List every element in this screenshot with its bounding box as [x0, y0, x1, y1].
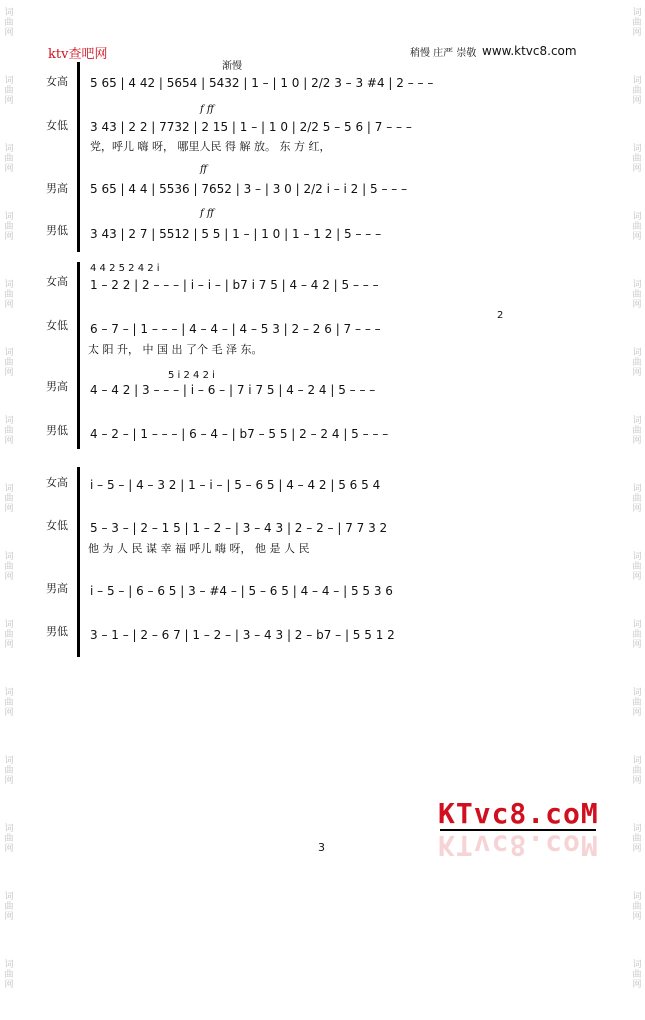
site-logo: KTvc8.coM	[438, 797, 599, 830]
watermark-glyph: 曲	[4, 766, 14, 776]
notation-row: 5 65 | 4 42 | 5654 | 5432 | 1 – | 1 0 | 2/2 3 – 3 #4 | 2 – – –	[90, 76, 434, 90]
watermark-glyph: 网	[4, 96, 14, 106]
watermark-glyph-group	[2, 680, 16, 748]
watermark-glyph: 网	[632, 504, 642, 514]
tempo-note: 稍慢 庄严 崇敬	[410, 48, 477, 59]
watermark-glyph: 网	[632, 164, 642, 174]
watermark-glyph: 网	[4, 368, 14, 378]
watermark-glyph: 网	[632, 640, 642, 650]
watermark-glyph-group	[2, 340, 16, 408]
voice-label: 男低	[46, 224, 68, 237]
page-number: 3	[318, 841, 325, 854]
site-logo-reflection: KTvc8.coM	[438, 829, 599, 862]
watermark-glyph: 网	[632, 28, 642, 38]
section-3-brace	[77, 467, 80, 657]
watermark-glyph: 曲	[4, 154, 14, 164]
watermark-glyph: 词	[632, 76, 642, 86]
voice-label: 女高	[46, 476, 68, 489]
watermark-glyph: 网	[632, 776, 642, 786]
watermark-glyph: 曲	[632, 358, 642, 368]
watermark-glyph: 词	[632, 280, 642, 290]
section-1-brace	[77, 62, 80, 252]
watermark-glyph: 网	[4, 572, 14, 582]
watermark-glyph: 曲	[632, 426, 642, 436]
watermark-glyph: 曲	[4, 494, 14, 504]
notation-row: 4 – 4 2 | 3 – – – | i – 6 – | 7 i 7 5 | 4 – 2 4 | 5 – – –	[90, 383, 376, 397]
watermark-glyph-group	[630, 612, 644, 680]
notation-row: 3 43 | 2 2 | 7732 | 2 15 | 1 – | 1 0 | 2/2 5 – 5 6 | 7 – – –	[90, 120, 412, 134]
voice-label: 女低	[46, 119, 68, 132]
watermark-glyph: 曲	[4, 630, 14, 640]
watermark-glyph: 词	[4, 620, 14, 630]
watermark-glyph: 网	[632, 572, 642, 582]
watermark-glyph: 网	[4, 504, 14, 514]
voice-label: 女高	[46, 75, 68, 88]
watermark-glyph: 曲	[632, 494, 642, 504]
upper-notes: 4 4 2 5 2 4 2 i	[90, 263, 160, 274]
watermark-glyph: 词	[4, 892, 14, 902]
watermark-glyph-group	[630, 816, 644, 884]
watermark-glyph: 网	[4, 164, 14, 174]
watermark-glyph: 曲	[4, 902, 14, 912]
watermark-glyph-group	[630, 68, 644, 136]
watermark-glyph: 网	[4, 844, 14, 854]
watermark-glyph: 曲	[4, 290, 14, 300]
lyrics-line: 他 为 人 民 谋 幸 福 呼儿 嗨 呀， 他 是 人 民	[88, 542, 310, 555]
watermark-glyph: 词	[4, 552, 14, 562]
watermark-glyph-group	[630, 340, 644, 408]
watermark-glyph: 曲	[632, 630, 642, 640]
watermark-glyph: 曲	[632, 222, 642, 232]
notation-row: 3 43 | 2 7 | 5512 | 5 5 | 1 – | 1 0 | 1 – 1 2 | 5 – – –	[90, 227, 382, 241]
watermark-glyph: 网	[4, 300, 14, 310]
watermark-glyph: 曲	[632, 834, 642, 844]
watermark-glyph: 曲	[4, 86, 14, 96]
watermark-glyph: 网	[4, 232, 14, 242]
watermark-glyph-group	[2, 816, 16, 884]
voice-label: 男高	[46, 582, 68, 595]
right-watermark-strip	[630, 0, 644, 990]
watermark-glyph: 词	[4, 824, 14, 834]
watermark-glyph: 词	[4, 960, 14, 970]
watermark-glyph-group	[630, 884, 644, 952]
watermark-glyph: 曲	[4, 426, 14, 436]
watermark-glyph: 曲	[4, 222, 14, 232]
lyrics-line: 党，呼儿 嗨 呀， 哪里人民 得 解 放。 东 方 红，	[90, 140, 331, 153]
watermark-glyph: 曲	[632, 970, 642, 980]
watermark-glyph: 词	[632, 824, 642, 834]
lyrics-line: 太 阳 升， 中 国 出 了个 毛 泽 东。	[88, 343, 263, 356]
upper-notes: 2	[497, 310, 504, 321]
watermark-glyph-group	[2, 68, 16, 136]
watermark-glyph: 词	[4, 76, 14, 86]
watermark-glyph: 网	[632, 980, 642, 990]
voice-label: 女高	[46, 275, 68, 288]
watermark-glyph: 词	[4, 484, 14, 494]
voice-label: 女低	[46, 319, 68, 332]
watermark-glyph: 曲	[632, 698, 642, 708]
notation-row: 4 – 2 – | 1 – – – | 6 – 4 – | b7 – 5 5 | 2 – 2 4 | 5 – – –	[90, 427, 389, 441]
dynamics-mark: ff	[200, 164, 208, 175]
watermark-glyph-group	[630, 408, 644, 476]
watermark-glyph: 词	[4, 212, 14, 222]
watermark-glyph-group	[630, 0, 644, 68]
watermark-glyph-group	[630, 748, 644, 816]
watermark-glyph: 曲	[632, 290, 642, 300]
watermark-glyph: 词	[632, 620, 642, 630]
watermark-glyph: 曲	[632, 18, 642, 28]
brand-text: ktv查吧网	[48, 47, 108, 62]
watermark-glyph: 网	[4, 708, 14, 718]
watermark-glyph: 词	[4, 756, 14, 766]
watermark-glyph: 词	[632, 416, 642, 426]
watermark-glyph: 曲	[632, 902, 642, 912]
voice-label: 女低	[46, 519, 68, 532]
notation-row: 6 – 7 – | 1 – – – | 4 – 4 – | 4 – 5 3 | 2 – 2 6 | 7 – – –	[90, 322, 381, 336]
watermark-glyph: 词	[632, 756, 642, 766]
watermark-glyph: 网	[4, 436, 14, 446]
left-watermark-strip	[2, 0, 16, 990]
watermark-glyph: 词	[632, 212, 642, 222]
notation-row: i – 5 – | 6 – 6 5 | 3 – #4 – | 5 – 6 5 | 4 – 4 – | 5 5 3 6	[90, 584, 393, 598]
watermark-glyph: 网	[4, 776, 14, 786]
watermark-glyph-group	[630, 680, 644, 748]
watermark-glyph: 网	[632, 436, 642, 446]
watermark-glyph-group	[630, 136, 644, 204]
upper-notes: 5 i 2 4 2 i	[168, 370, 215, 381]
watermark-glyph-group	[2, 612, 16, 680]
watermark-glyph: 曲	[632, 154, 642, 164]
voice-label: 男低	[46, 625, 68, 638]
watermark-glyph: 词	[4, 8, 14, 18]
watermark-glyph: 词	[632, 348, 642, 358]
watermark-glyph: 网	[632, 368, 642, 378]
watermark-glyph: 曲	[4, 970, 14, 980]
watermark-glyph: 曲	[4, 562, 14, 572]
watermark-glyph: 曲	[632, 562, 642, 572]
watermark-glyph: 词	[632, 892, 642, 902]
watermark-glyph: 曲	[632, 86, 642, 96]
watermark-glyph-group	[2, 952, 16, 1020]
watermark-glyph: 网	[4, 980, 14, 990]
watermark-glyph: 网	[632, 96, 642, 106]
watermark-glyph: 词	[632, 960, 642, 970]
watermark-glyph: 词	[632, 552, 642, 562]
voice-label: 男低	[46, 424, 68, 437]
watermark-glyph-group	[630, 476, 644, 544]
watermark-glyph: 曲	[4, 834, 14, 844]
watermark-glyph: 网	[632, 844, 642, 854]
watermark-glyph: 词	[4, 348, 14, 358]
watermark-glyph: 网	[4, 912, 14, 922]
watermark-glyph: 曲	[632, 766, 642, 776]
watermark-glyph: 词	[632, 688, 642, 698]
notation-row: 3 – 1 – | 2 – 6 7 | 1 – 2 – | 3 – 4 3 | 2 – b7 – | 5 5 1 2	[90, 628, 395, 642]
notation-row: 1 – 2 2 | 2 – – – | i – i – | b7 i 7 5 | 4 – 4 2 | 5 – – –	[90, 278, 379, 292]
watermark-glyph: 词	[4, 144, 14, 154]
watermark-glyph-group	[630, 204, 644, 272]
watermark-glyph: 词	[632, 8, 642, 18]
watermark-glyph-group	[630, 952, 644, 1020]
watermark-glyph: 词	[4, 688, 14, 698]
site-url: www.ktvc8.com	[482, 44, 577, 58]
watermark-glyph: 网	[4, 28, 14, 38]
watermark-glyph: 曲	[4, 698, 14, 708]
voice-label: 男高	[46, 182, 68, 195]
watermark-glyph-group	[2, 884, 16, 952]
voice-label: 男高	[46, 380, 68, 393]
watermark-glyph-group	[2, 544, 16, 612]
watermark-glyph: 网	[632, 300, 642, 310]
watermark-glyph-group	[2, 272, 16, 340]
tempo-mark: 渐慢	[222, 61, 242, 72]
watermark-glyph: 词	[4, 416, 14, 426]
watermark-glyph-group	[2, 748, 16, 816]
dynamics-mark: f ff	[200, 104, 214, 115]
watermark-glyph: 词	[4, 280, 14, 290]
watermark-glyph: 词	[632, 484, 642, 494]
watermark-glyph: 词	[632, 144, 642, 154]
watermark-glyph: 曲	[4, 18, 14, 28]
watermark-glyph: 网	[632, 232, 642, 242]
watermark-glyph-group	[630, 272, 644, 340]
watermark-glyph: 曲	[4, 358, 14, 368]
watermark-glyph-group	[2, 0, 16, 68]
watermark-glyph-group	[2, 408, 16, 476]
dynamics-mark: f ff	[200, 208, 214, 219]
notation-row: 5 – 3 – | 2 – 1 5 | 1 – 2 – | 3 – 4 3 | 2 – 2 – | 7 7 3 2	[90, 521, 388, 535]
watermark-glyph-group	[630, 544, 644, 612]
watermark-glyph-group	[2, 204, 16, 272]
section-2-brace	[77, 262, 80, 449]
watermark-glyph-group	[2, 476, 16, 544]
notation-row: i – 5 – | 4 – 3 2 | 1 – i – | 5 – 6 5 | 4 – 4 2 | 5 6 5 4	[90, 478, 381, 492]
watermark-glyph: 网	[632, 912, 642, 922]
watermark-glyph: 网	[4, 640, 14, 650]
notation-row: 5 65 | 4 4 | 5536 | 7652 | 3 – | 3 0 | 2/2 i – i 2 | 5 – – –	[90, 182, 408, 196]
watermark-glyph: 网	[632, 708, 642, 718]
watermark-glyph-group	[2, 136, 16, 204]
